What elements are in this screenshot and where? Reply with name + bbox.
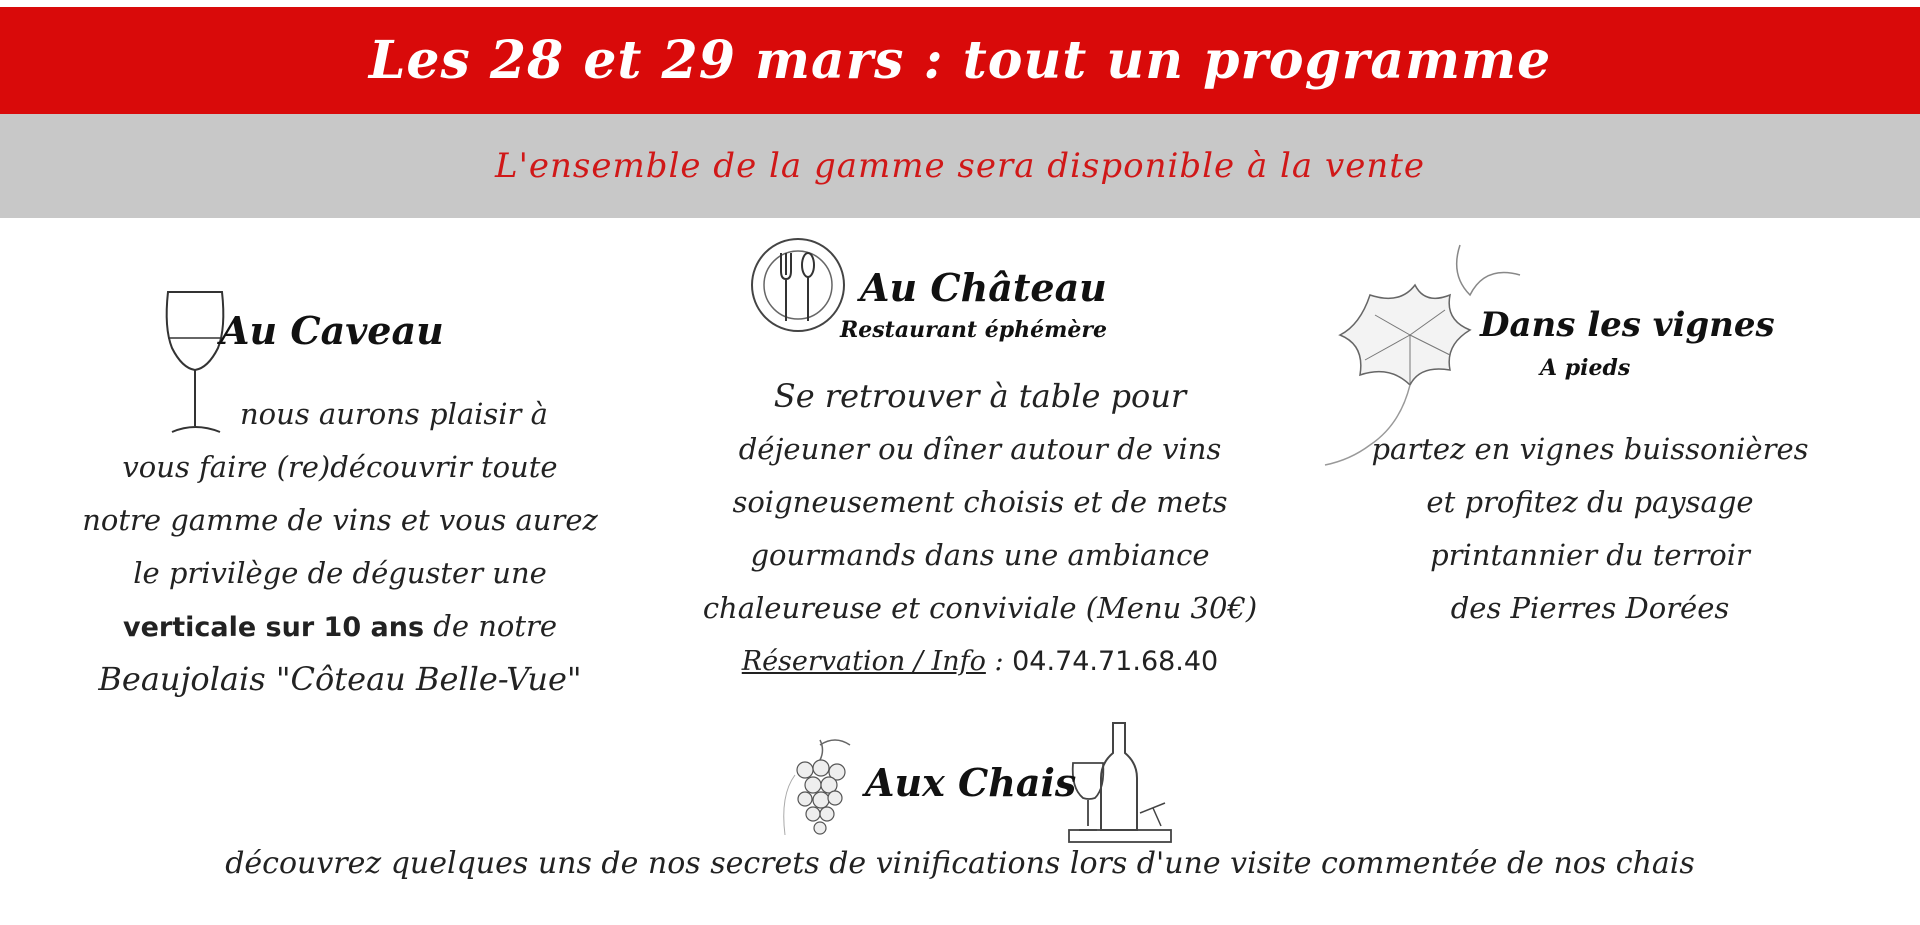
vignes-line-2: et profitez du paysage [1426,485,1754,519]
page-subtitle: L'ensemble de la gamme sera disponible à la vente [494,146,1425,186]
chateau-line-4: gourmands dans une ambiance [750,538,1210,572]
chateau-line-2: déjeuner ou dîner autour de vins [738,432,1222,466]
vignes-heading: Dans les vignes [1480,305,1775,345]
bottle-glass-icon [1065,718,1175,848]
caveau-line-5-rest: de notre [433,609,558,643]
chateau-line-3: soigneusement choisis et de mets [732,485,1228,519]
caveau-line-4: le privilège de déguster une [133,556,547,590]
chateau-section [700,235,1260,695]
reservation-label: Réservation / Info [741,646,986,677]
chateau-heading: Au Château [860,265,1107,310]
caveau-line-1: nous aurons plaisir à [240,397,548,431]
vignes-subheading: A pieds [1540,355,1631,381]
subtitle-banner [0,114,1920,218]
chateau-reservation [700,635,1260,688]
reservation-separator: : [985,646,1013,677]
vignes-section [1320,235,1860,655]
caveau-heading: Au Caveau [220,308,444,353]
vignes-line-1: partez en vignes buissonières [1371,432,1809,466]
caveau-line-2: vous faire (re)découvrir toute [122,450,558,484]
chateau-line-1: Se retrouver à table pour [773,377,1187,415]
plate-fork-spoon-icon [748,235,848,335]
caveau-line-5 [50,600,630,654]
caveau-line-6: Beaujolais "Côteau Belle-Vue" [98,660,582,698]
vignes-line-4: des Pierres Dorées [1450,591,1730,625]
chais-section [0,710,1920,910]
title-banner [0,7,1920,114]
caveau-verticale-highlight: verticale sur 10 ans [122,612,425,643]
page-title: Les 28 et 29 mars : tout un programme [368,30,1552,91]
chais-heading: Aux Chais [865,760,1077,805]
top-strip [0,0,1920,7]
caveau-section [50,280,630,720]
grapes-icon [775,735,865,845]
chais-line: découvrez quelques uns de nos secrets de vinifications lors d'une visite commentée de nos chais [225,846,1695,881]
reservation-phone: 04.74.71.68.40 [1012,646,1219,677]
chateau-subheading: Restaurant éphémère [840,317,1107,343]
vignes-line-3: printannier du terroir [1430,538,1750,572]
caveau-line-3: notre gamme de vins et vous aurez [82,503,598,537]
chateau-line-5: chaleureuse et conviviale (Menu 30€) [702,591,1258,625]
